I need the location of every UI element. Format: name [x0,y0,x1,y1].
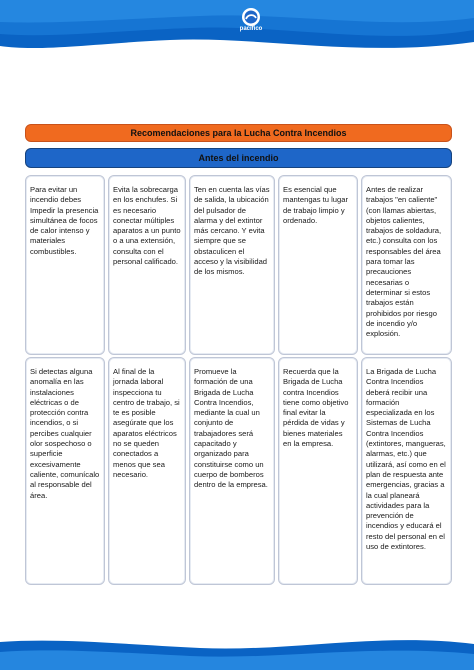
recommendation-cell: Al final de la jornada laboral inspecciona tu centro de trabajo, si te es posible asegúrate que los aparatos eléctricos no se queden conectados a menos que sea necesario. [108,357,186,585]
recommendation-cell: Si detectas alguna anomalía en las instalaciones eléctricas o de protección contra incendios, o si percibes cualquier olor sospechoso o superficie excesivamente caliente, comunícalo al responsable del área. [25,357,105,585]
recommendation-cell: Antes de realizar trabajos "en caliente" (con llamas abiertas, objetos calientes, trabajos de soldadura, etc.) consulta con los responsables del área para tomar las precauciones necesarias o determinar si estos trabajos están prohibidos por riesgo de incendio y/o explosión. [361,175,452,355]
pacifico-logo [226,6,276,56]
footer-wave-graphic [0,630,474,670]
section-subtitle: Antes del incendio [25,148,452,168]
recommendation-row-2 [25,357,452,585]
recommendation-cell: Para evitar un incendio debes Impedir la presencia simultánea de focos de calor intenso y materiales combustibles. [25,175,105,355]
recommendation-cell: La Brigada de Lucha Contra Incendios deberá recibir una formación especializada en los Sistemas de Lucha Contra Incendios (extintores, mangueras, alarmas, etc.) que utilizará, así como en el plan de respuesta ante emergencias, gracias a la cual planeará actividades para la prevención de incendios y educará el resto del personal en el uso de extintores. [361,357,452,585]
logo-text: pacifico [239,26,263,32]
page-title: Recomendaciones para la Lucha Contra Incendios [25,124,452,142]
recommendation-cell: Es esencial que mantengas tu lugar de trabajo limpio y ordenado. [278,175,358,355]
logo-icon [240,6,262,28]
recommendation-cell: Evita la sobrecarga en los enchufes. Si es necesario conectar múltiples aparatos a un punto o a una extensión, consulta con el personal calificado. [108,175,186,355]
recommendation-cell: Recuerda que la Brigada de Lucha contra Incendios tiene como objetivo final evitar la pérdida de vidas y bienes materiales en la empresa. [278,357,358,585]
recommendation-cell: Promueve la formación de una Brigada de Lucha Contra Incendios, mediante la cual un conjunto de trabajadores será capacitado y organizado para constituirse como un cuerpo de bomberos dentro de la empresa. [189,357,275,585]
recommendation-row-1 [25,175,452,355]
recommendation-cell: Ten en cuenta las vías de salida, la ubicación del pulsador de alarma y del extintor más cercano. Y evita siempre que se obstaculicen el acceso y la visibilidad de los mismos. [189,175,275,355]
